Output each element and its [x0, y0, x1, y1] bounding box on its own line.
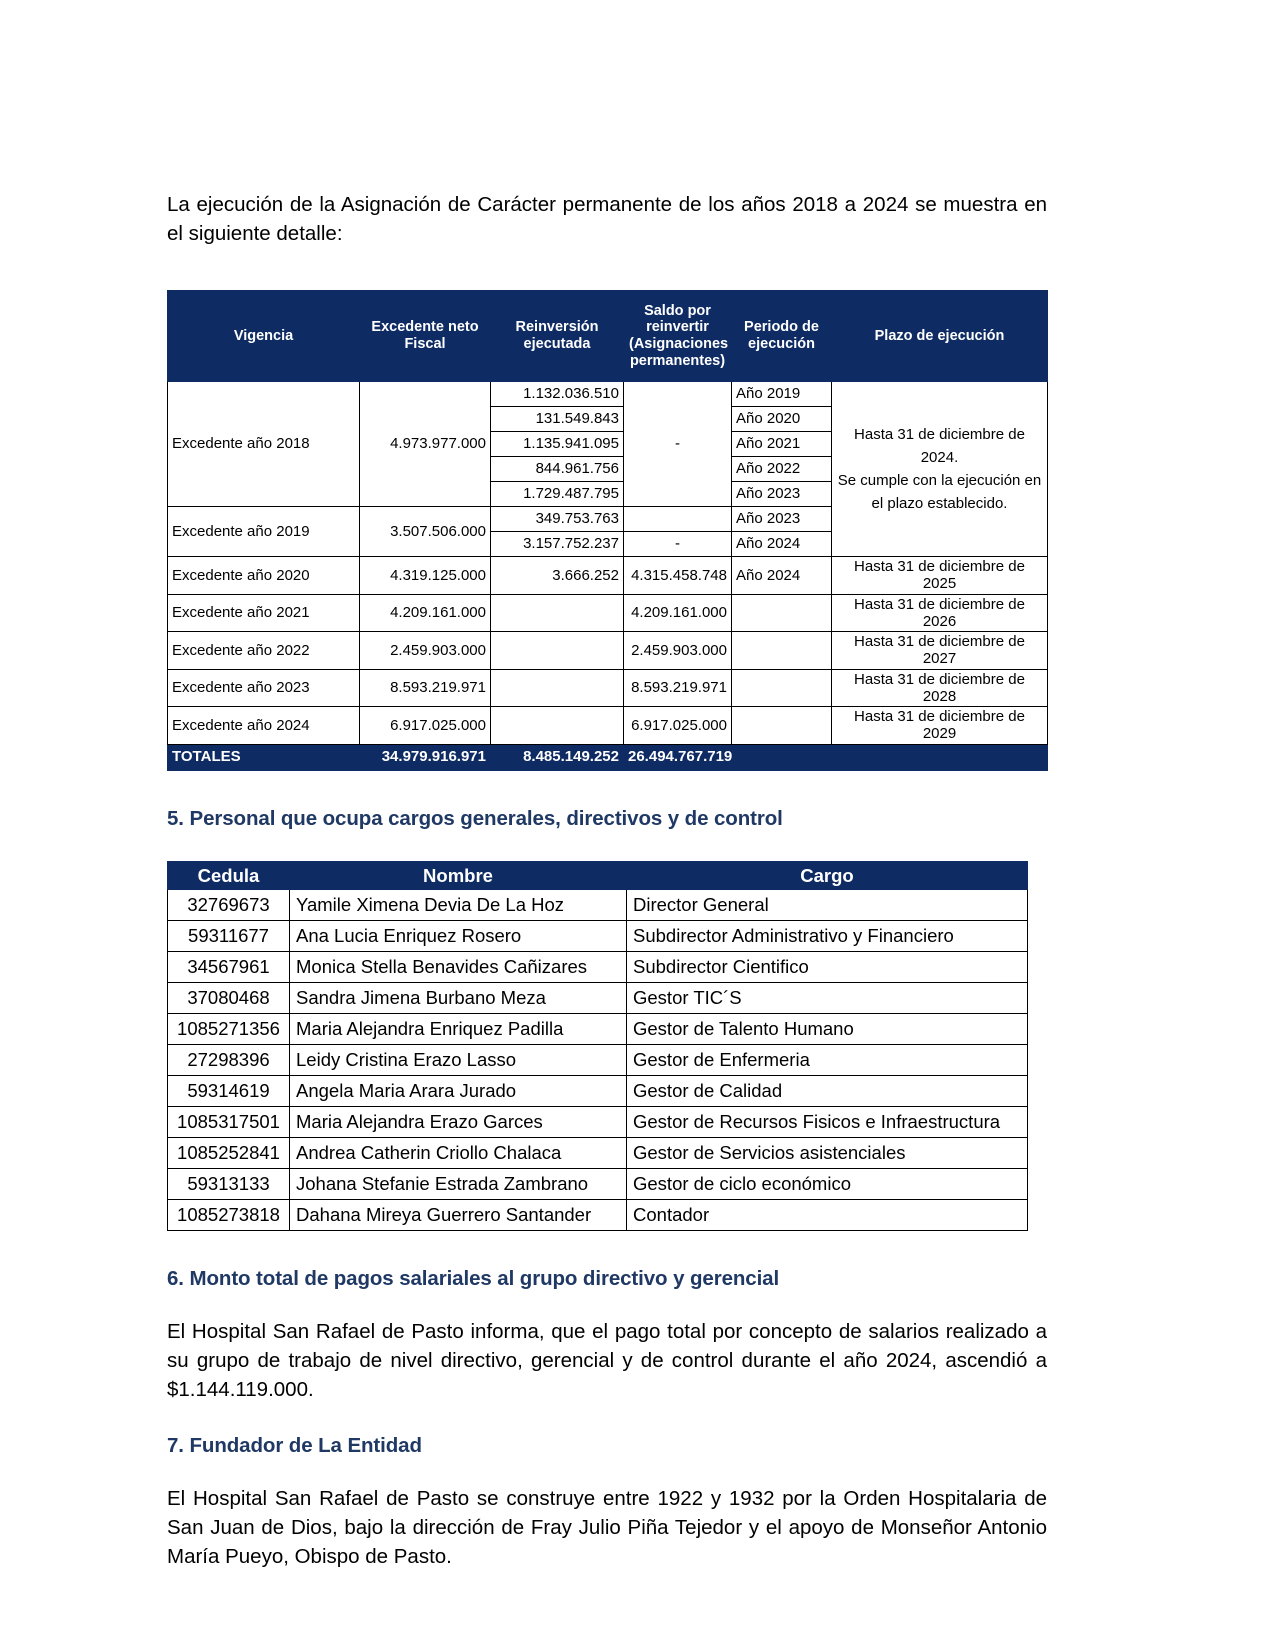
cell-vigencia: Excedente año 2024: [168, 707, 360, 745]
cell-periodo: Año 2024: [732, 532, 832, 557]
cell-periodo: Año 2024: [732, 557, 832, 595]
spacer: [167, 771, 1047, 807]
cell-nombre: Angela Maria Arara Jurado: [290, 1075, 627, 1106]
cell-saldo: 8.593.219.971: [624, 669, 732, 707]
cell-cargo: Gestor de Calidad: [627, 1075, 1028, 1106]
col-header-reinversion-ejecutada: Reinversión ejecutada: [491, 291, 624, 382]
table-totals-row: [168, 744, 1048, 770]
cell-nombre: Dahana Mireya Guerrero Santander: [290, 1199, 627, 1230]
table-row: [168, 951, 1028, 982]
cell-reinversion: 1.135.941.095: [491, 432, 624, 457]
cell-periodo: Año 2023: [732, 507, 832, 532]
cell-saldo: 2.459.903.000: [624, 632, 732, 670]
cell-cedula: 27298396: [168, 1044, 290, 1075]
cell-excedente-neto: 3.507.506.000: [360, 507, 491, 557]
cell-excedente-neto: 8.593.219.971: [360, 669, 491, 707]
cell-nombre: Sandra Jimena Burbano Meza: [290, 982, 627, 1013]
cell-excedente-neto: 4.319.125.000: [360, 557, 491, 595]
plazo-line-3: Se cumple con la ejecución en: [837, 472, 1042, 489]
plazo-line-4: el plazo establecido.: [871, 495, 1008, 513]
cell-cedula: 34567961: [168, 951, 290, 982]
cell-periodo: Año 2023: [732, 482, 832, 507]
section-5-heading: 5. Personal que ocupa cargos generales, directivos y de control: [167, 806, 783, 830]
col-header-excedente-neto-fiscal: Excedente neto Fiscal: [360, 291, 491, 382]
cell-cedula: 1085317501: [168, 1106, 290, 1137]
cell-vigencia: Excedente año 2018: [168, 382, 360, 507]
cell-nombre: Maria Alejandra Enriquez Padilla: [290, 1013, 627, 1044]
cell-cargo: Contador: [627, 1199, 1028, 1230]
cell-periodo: Año 2021: [732, 432, 832, 457]
cell-cargo: Gestor de Talento Humano: [627, 1013, 1028, 1044]
cell-cargo: Gestor de Recursos Fisicos e Infraestructura: [627, 1106, 1028, 1137]
section-6-paragraph: El Hospital San Rafael de Pasto informa, que el pago total por concepto de salarios realizado a su grupo de trabajo de nivel directivo, gerencial y de control durante el año 2024, ascendió a $1.144.119.000.: [167, 1319, 1047, 1401]
cell-saldo: 4.209.161.000: [624, 594, 732, 632]
cell-cedula: 37080468: [168, 982, 290, 1013]
cell-reinversion: 1.132.036.510: [491, 382, 624, 407]
cell-excedente-neto: 4.209.161.000: [360, 594, 491, 632]
cell-saldo-por-reinvertir: -: [624, 532, 732, 557]
cell-nombre: Monica Stella Benavides Cañizares: [290, 951, 627, 982]
cell-excedente-neto: 2.459.903.000: [360, 632, 491, 670]
cell-plazo: Hasta 31 de diciembre de 2026: [832, 594, 1048, 632]
cell-totals-periodo-blank: [732, 744, 832, 770]
cell-saldo: 4.315.458.748: [624, 557, 732, 595]
cell-periodo: [732, 669, 832, 707]
cell-reinversion: 3.666.252: [491, 557, 624, 595]
table-row: [168, 632, 1048, 670]
cell-nombre: Yamile Ximena Devia De La Hoz: [290, 889, 627, 920]
cell-totals-saldo: 26.494.767.719: [624, 744, 732, 770]
table-row: [168, 1137, 1028, 1168]
plazo-line-1: Hasta 31 de diciembre de: [854, 425, 1025, 443]
col-header-saldo-por-reinvertir: Saldo por reinvertir (Asignaciones permanentes): [624, 291, 732, 382]
col-header-cargo: Cargo: [627, 861, 1028, 889]
cell-saldo-por-reinvertir: -: [624, 382, 732, 507]
cell-nombre: Maria Alejandra Erazo Garces: [290, 1106, 627, 1137]
cell-cedula: 59311677: [168, 920, 290, 951]
cell-vigencia: Excedente año 2022: [168, 632, 360, 670]
cell-cargo: Director General: [627, 889, 1028, 920]
section-7-paragraph: El Hospital San Rafael de Pasto se construye entre 1922 y 1932 por la Orden Hospitalaria de San Juan de Dios, bajo la dirección de Fray Julio Piña Tejedor y el apoyo de Monseñor Antonio María Pueyo, Obispo de Pasto.: [167, 1486, 1047, 1568]
cell-totals-reinversion: 8.485.149.252: [491, 744, 624, 770]
table-row: [168, 1168, 1028, 1199]
cell-periodo: [732, 707, 832, 745]
cell-periodo: [732, 594, 832, 632]
cell-excedente-neto: 4.973.977.000: [360, 382, 491, 507]
table-row: [168, 1199, 1028, 1230]
cell-reinversion: 349.753.763: [491, 507, 624, 532]
cell-nombre: Ana Lucia Enriquez Rosero: [290, 920, 627, 951]
col-header-plazo-de-ejecucion: Plazo de ejecución: [832, 291, 1048, 382]
cell-cargo: Subdirector Administrativo y Financiero: [627, 920, 1028, 951]
cell-vigencia: Excedente año 2020: [168, 557, 360, 595]
table-ejecucion-header-row: [168, 291, 1048, 382]
cell-cargo: Gestor de Enfermeria: [627, 1044, 1028, 1075]
table-row: [168, 382, 1048, 407]
cell-cargo: Subdirector Cientifico: [627, 951, 1028, 982]
table-row: [168, 920, 1028, 951]
cell-reinversion: [491, 594, 624, 632]
table-row: [168, 669, 1048, 707]
cell-plazo: Hasta 31 de diciembre de 2029: [832, 707, 1048, 745]
spacer: [167, 1231, 1047, 1267]
col-header-nombre: Nombre: [290, 861, 627, 889]
table-row: [168, 707, 1048, 745]
cell-reinversion: 131.549.843: [491, 407, 624, 432]
cell-cedula: 1085271356: [168, 1013, 290, 1044]
table-row: [168, 594, 1048, 632]
spacer: [167, 1291, 1047, 1317]
intro-paragraph: La ejecución de la Asignación de Carácter permanente de los años 2018 a 2024 se muestra en el siguiente detalle:: [167, 193, 1047, 245]
cell-cargo: Gestor de ciclo económico: [627, 1168, 1028, 1199]
cell-periodo: Año 2019: [732, 382, 832, 407]
cell-cedula: 59313133: [168, 1168, 290, 1199]
table-row: [168, 1075, 1028, 1106]
cell-reinversion: [491, 632, 624, 670]
cell-reinversion: [491, 669, 624, 707]
col-header-periodo-de-ejecucion: Periodo de ejecución: [732, 291, 832, 382]
table-row: [168, 557, 1048, 595]
cell-totals-label: TOTALES: [168, 744, 360, 770]
cell-cargo: Gestor de Servicios asistenciales: [627, 1137, 1028, 1168]
cell-nombre: Andrea Catherin Criollo Chalaca: [290, 1137, 627, 1168]
cell-saldo: 6.917.025.000: [624, 707, 732, 745]
cell-reinversion: 844.961.756: [491, 457, 624, 482]
cell-reinversion: [491, 707, 624, 745]
cell-plazo: Hasta 31 de diciembre de 2025: [832, 557, 1048, 595]
cell-totals-plazo-blank: [832, 744, 1048, 770]
table-ejecucion-asignacion-permanente: [167, 290, 1048, 771]
section-6-heading: 6. Monto total de pagos salariales al grupo directivo y gerencial: [167, 1266, 780, 1290]
cell-vigencia: Excedente año 2023: [168, 669, 360, 707]
spacer: [167, 1458, 1047, 1484]
cell-reinversion: 3.157.752.237: [491, 532, 624, 557]
cell-plazo-ejecucion-2018-2019: [832, 382, 1048, 557]
col-header-vigencia: Vigencia: [168, 291, 360, 382]
table-row: [168, 982, 1028, 1013]
cell-periodo: [732, 632, 832, 670]
cell-reinversion: 1.729.487.795: [491, 482, 624, 507]
cell-cedula: 59314619: [168, 1075, 290, 1106]
section-7-heading: 7. Fundador de La Entidad: [167, 1433, 422, 1457]
cell-cedula: 1085273818: [168, 1199, 290, 1230]
cell-vigencia: Excedente año 2021: [168, 594, 360, 632]
cell-plazo: Hasta 31 de diciembre de 2028: [832, 669, 1048, 707]
cell-periodo: Año 2020: [732, 407, 832, 432]
cell-periodo: Año 2022: [732, 457, 832, 482]
table-row: [168, 889, 1028, 920]
cell-cedula: 32769673: [168, 889, 290, 920]
table-row: [168, 1106, 1028, 1137]
cell-cedula: 1085252841: [168, 1137, 290, 1168]
cell-cargo: Gestor TIC´S: [627, 982, 1028, 1013]
plazo-line-2: 2024.: [920, 448, 959, 466]
cell-totals-excedente-neto: 34.979.916.971: [360, 744, 491, 770]
document-content: [167, 190, 1047, 1571]
cell-excedente-neto: 6.917.025.000: [360, 707, 491, 745]
table-personal-cargos: [167, 861, 1028, 1231]
cell-nombre: Johana Stefanie Estrada Zambrano: [290, 1168, 627, 1199]
col-header-cedula: Cedula: [168, 861, 290, 889]
table-row: [168, 1044, 1028, 1075]
cell-nombre: Leidy Cristina Erazo Lasso: [290, 1044, 627, 1075]
cell-vigencia: Excedente año 2019: [168, 507, 360, 557]
spacer: [167, 1404, 1047, 1434]
table-row: [168, 1013, 1028, 1044]
cell-saldo-blank: [624, 507, 732, 532]
table-personal-header-row: [168, 861, 1028, 889]
cell-plazo: Hasta 31 de diciembre de 2027: [832, 632, 1048, 670]
